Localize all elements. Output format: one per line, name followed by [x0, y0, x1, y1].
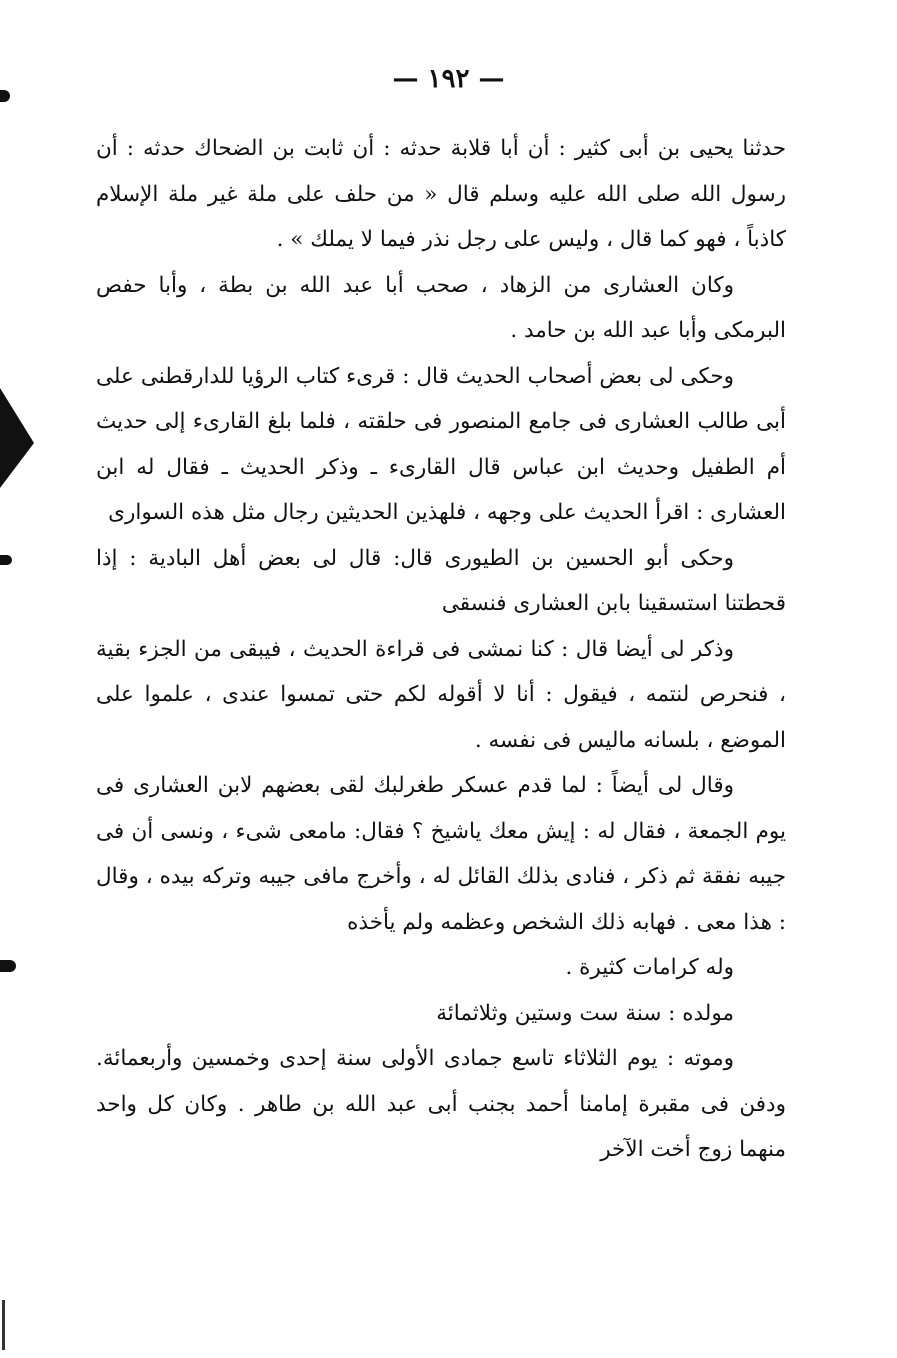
- paragraph-1: حدثنا يحيى بن أبى كثير : أن أبا قلابة حدثه : أن ثابت بن الضحاك حدثه : أن رسول الله صلى الله عليه وسلم قال « من حلف على ملة غير ملة الإسلام كاذباً ، فهو كما قال ، وليس على رجل نذر فيما لا يملك » .: [96, 136, 786, 252]
- paragraph-6: وقال لى أيضاً : لما قدم عسكر طغرلبك لقى بعضهم لابن العشارى فى يوم الجمعة ، فقال له : إيش معك ياشيخ ؟ فقال: مامعى شىء ، ونسى أن فى جيبه نفقة ثم ذكر ، فنادى بذلك القائل له ، وأخرج مافى جيبه وتركه بيده ، وقال : هذا معى . فهابه ذلك الشخص وعظمه ولم يأخذه: [96, 773, 786, 935]
- paragraph-9: وموته : يوم الثلاثاء تاسع جمادى الأولى سنة إحدى وخمسين وأربعمائة. ودفن فى مقبرة إمامنا أحمد بجنب أبى عبد الله بن طاهر . وكان كل واحد منهما زوج أخت الآخر: [96, 1046, 786, 1162]
- paragraph-4: وحكى أبو الحسين بن الطيورى قال: قال لى بعض أهل البادية : إذا قحطتنا استسقينا بابن العشارى فنسقى: [96, 545, 786, 616]
- paragraph-7: وله كرامات كثيرة .: [565, 955, 734, 980]
- paragraph-2: وكان العشارى من الزهاد ، صحب أبا عبد الله بن بطة ، وأبا حفص البرمكى وأبا عبد الله بن حامد .: [96, 272, 786, 343]
- paragraph-8: مولده : سنة ست وستين وثلاثمائة: [436, 1000, 734, 1026]
- paragraph-3: وحكى لى بعض أصحاب الحديث قال : قرىء كتاب الرؤيا للدارقطنى على أبى طالب العشارى فى جامع المنصور فى حلقته ، فلما بلغ القارىء إلى حديث أم الطفيل وحديث ابن عباس قال القارىء ـ وذكر الحديث ـ فقال له ابن العشارى : اقرأ الحديث على وجهه ، فلهذين الحديثين رجال مثل هذه السوارى: [96, 363, 786, 525]
- paragraph-5: وذكر لى أيضا قال : كنا نمشى فى قراءة الحديث ، فيبقى من الجزء بقية ، فنحرص لنتمه ، فيقول : أنا لا أقوله لكم حتى تمسوا عندى ، علموا على الموضع ، بلسانه ماليس فى نفسه .: [96, 636, 786, 753]
- scan-edge-mark: [0, 960, 16, 972]
- page-number: — ١٩٢ —: [392, 64, 505, 94]
- scan-edge-mark: [0, 555, 12, 565]
- page-body: [96, 126, 786, 1173]
- scan-edge-mark: [2, 1300, 5, 1350]
- scan-edge-mark: [0, 388, 34, 488]
